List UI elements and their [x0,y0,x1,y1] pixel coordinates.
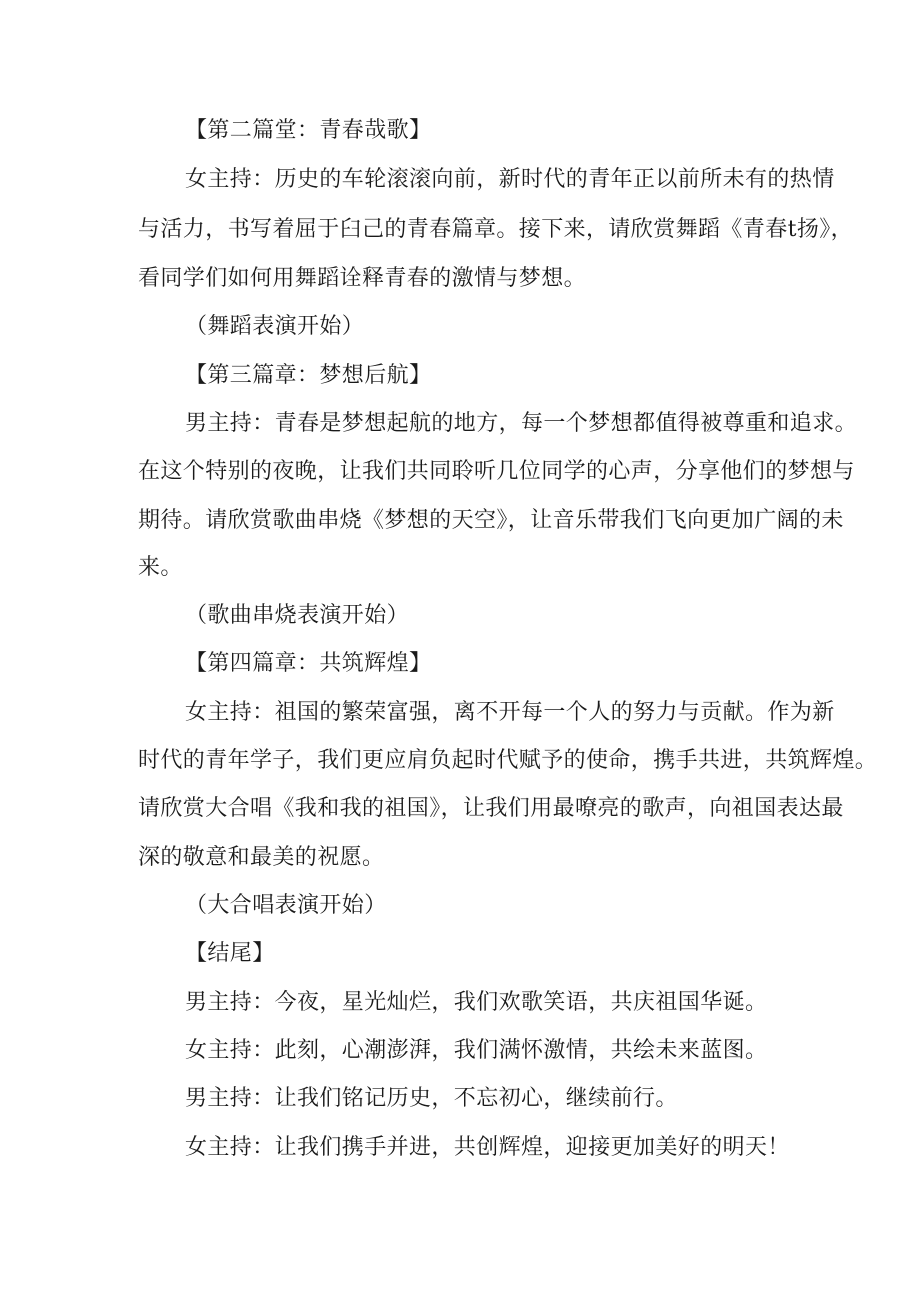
dialogue-line: 女主持：此刻，心潮澎湃，我们满怀激情，共绘未来蓝图。 [185,1038,768,1063]
paragraph-line: 请欣赏大合唱《我和我的祖国》，让我们用最嘹亮的歌声，向祖国表达最 [138,796,844,821]
paragraph-line: 深的敬意和最美的祝愿。 [138,845,385,870]
stage-direction: （大合唱表演开始） [185,893,387,918]
paragraph-line: 期待。请欣赏歌曲串烧《梦想的天空》，让音乐带我们飞向更加广阔的未 [138,508,844,533]
section-heading-chapter-3: 【第三篇章：梦想后航】 [185,363,432,388]
stage-direction: （歌曲串烧表演开始） [185,603,410,628]
paragraph-line: 在这个特别的夜晚，让我们共同聆听几位同学的心声，分享他们的梦想与 [138,459,855,484]
dialogue-line: 女主持：让我们携手并进，共创辉煌，迎接更加美好的明天！ [185,1135,790,1160]
paragraph-line: 来。 [138,555,183,580]
stage-direction: （舞蹈表演开始） [185,314,365,339]
paragraph-line: 男主持：青春是梦想起航的地方，每一个梦想都值得被尊重和追求。 [185,411,858,436]
dialogue-line: 男主持：今夜，星光灿烂，我们欢歌笑语，共庆祖国华诞。 [185,990,768,1015]
paragraph-line: 时代的青年学子，我们更应肩负起时代赋予的使命，携手共进，共筑辉煌。 [138,748,878,773]
paragraph-line: 女主持：祖国的繁荣富强，离不开每一个人的努力与贡献。作为新 [185,700,835,725]
paragraph-line: 看同学们如何用舞蹈诠释青春的激情与梦想。 [138,266,587,291]
section-heading-chapter-2: 【第二篇堂：青春哉歌】 [185,118,432,143]
dialogue-line: 男主持：让我们铭记历史，不忘初心，继续前行。 [185,1086,678,1111]
section-heading-chapter-4: 【第四篇章：共筑辉煌】 [185,651,432,676]
paragraph-line: 女主持：历史的车轮滚滚向前，新时代的青年正以前所未有的热情 [185,167,835,192]
paragraph-line: 与活力，书写着屈于臼己的青春篇章。接下来，请欣赏舞蹈《青春t扬》， [138,217,854,242]
section-heading-ending: 【结尾】 [185,941,275,966]
